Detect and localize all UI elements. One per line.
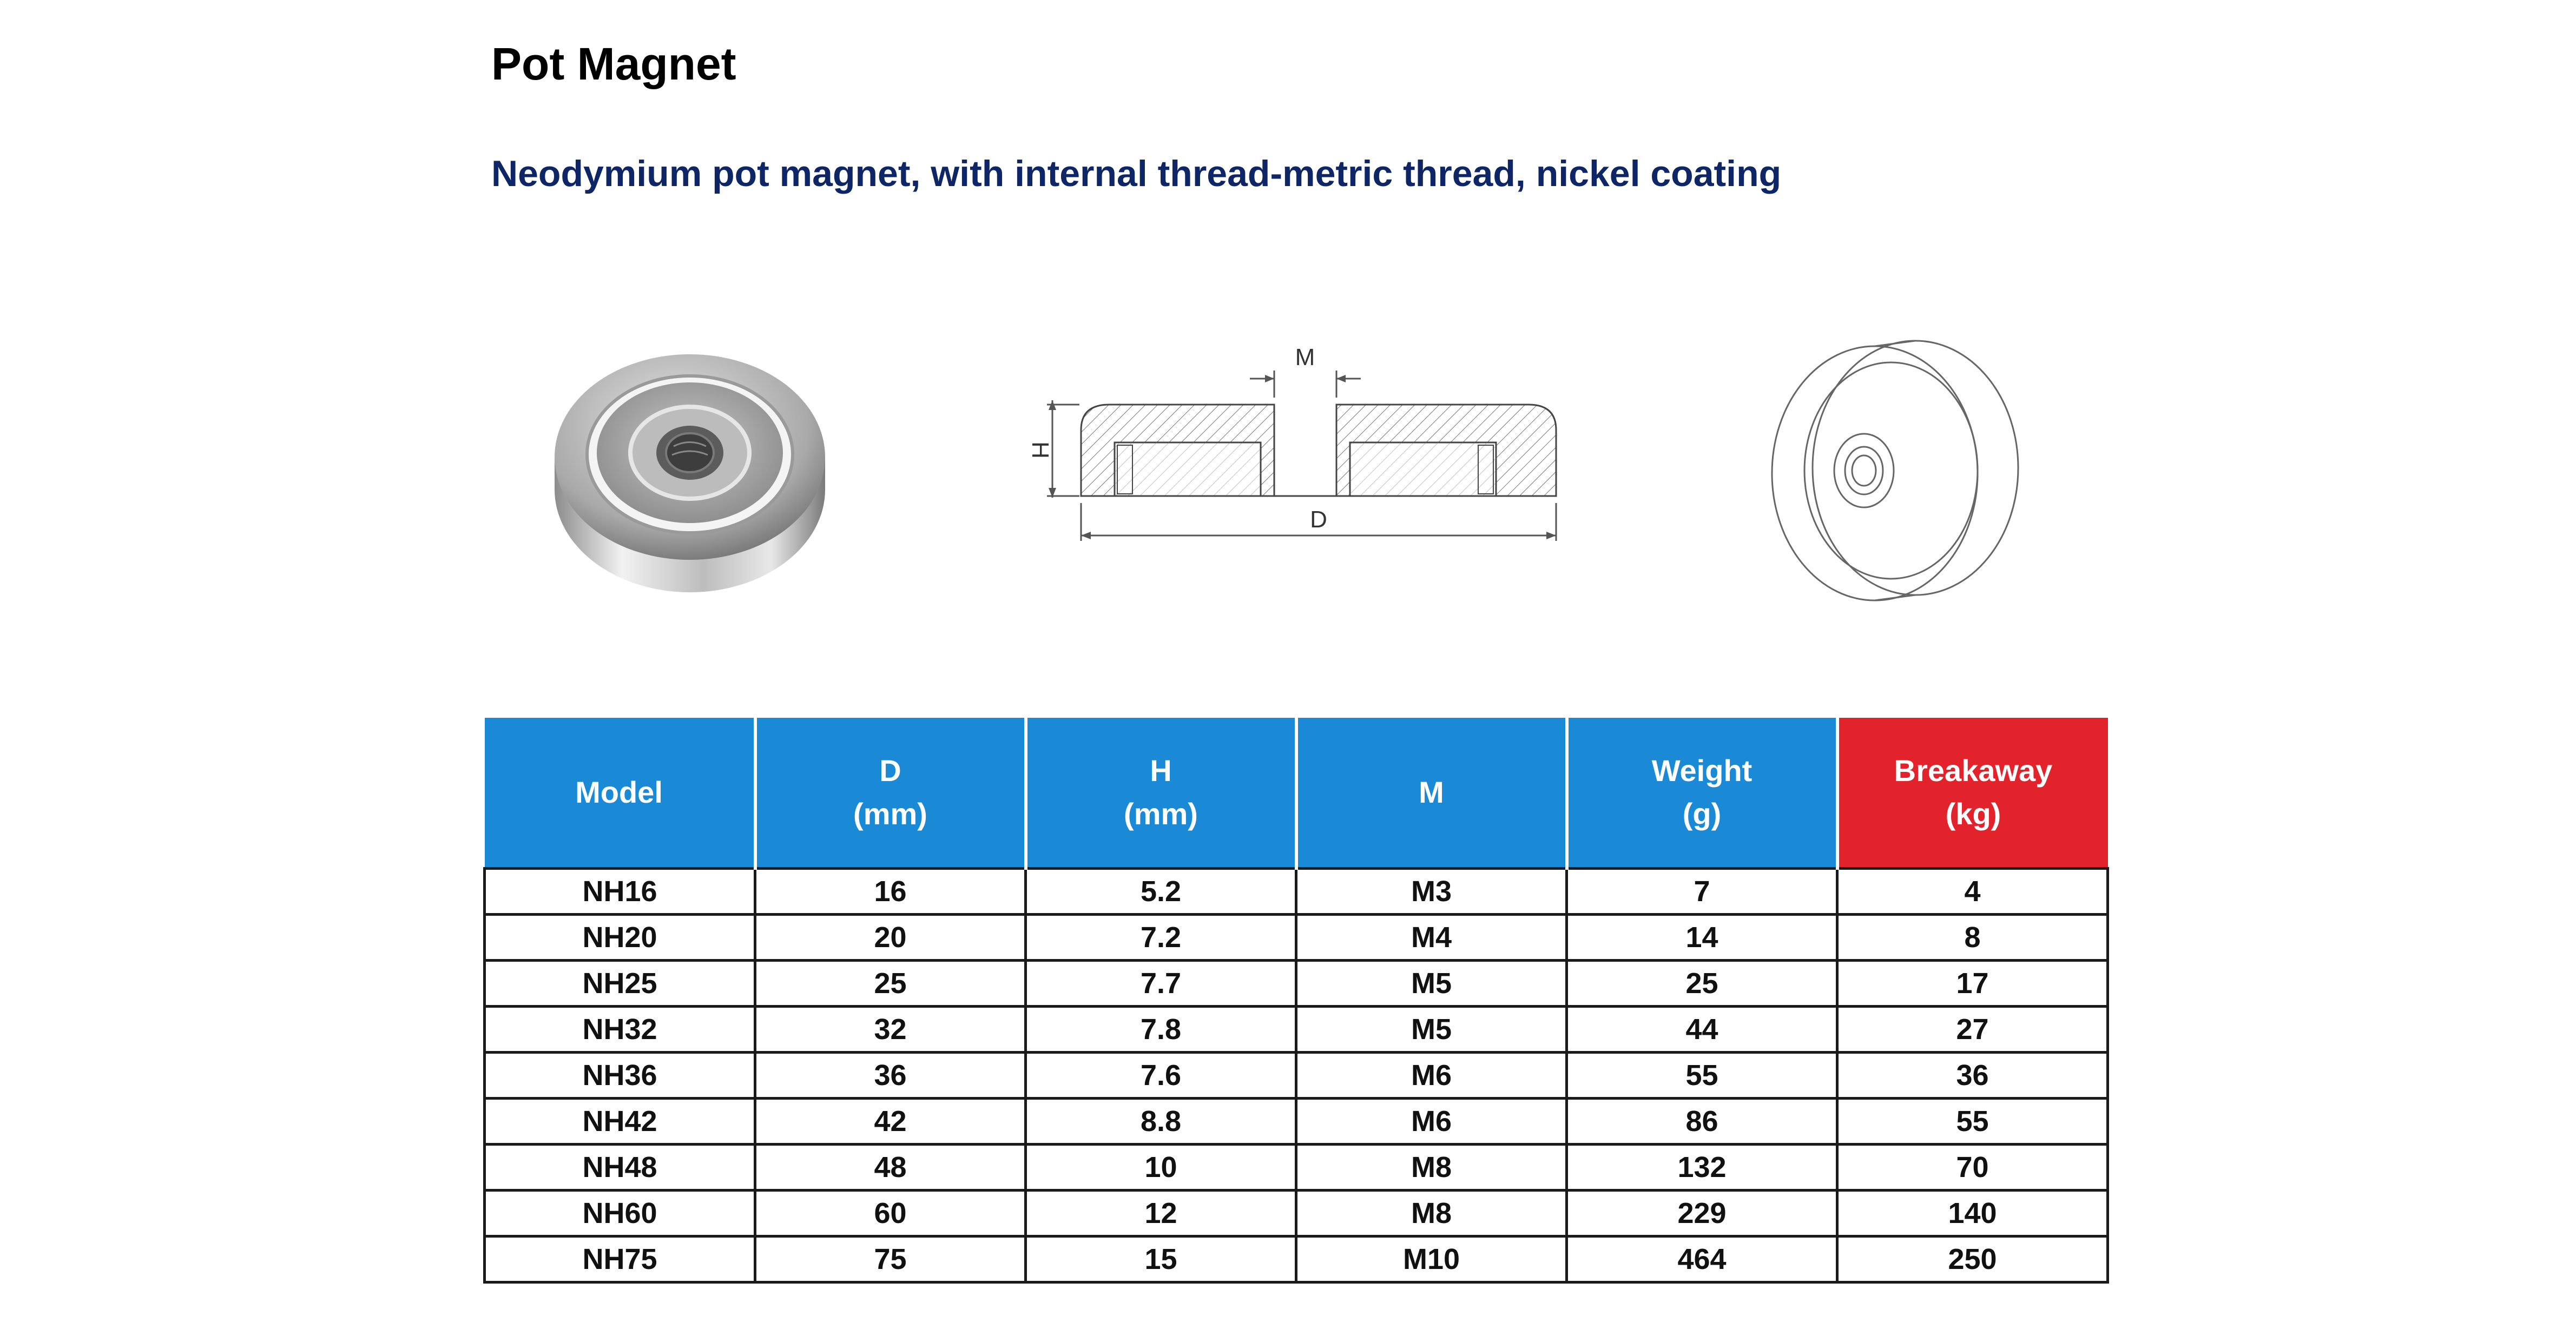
- column-header-weight: Weight (g): [1567, 718, 1837, 869]
- cell-weight: 25: [1567, 961, 1837, 1007]
- cell-model: NH75: [485, 1237, 755, 1282]
- table-row: [485, 1099, 2108, 1145]
- cell-weight: 86: [1567, 1099, 1837, 1145]
- table-row: [485, 1237, 2108, 1282]
- cell-model: NH20: [485, 915, 755, 961]
- cell-model: NH36: [485, 1053, 755, 1099]
- dim-label-m: M: [1295, 344, 1315, 371]
- table-row: [485, 1191, 2108, 1237]
- cell-m: M8: [1296, 1145, 1567, 1191]
- cell-weight: 44: [1567, 1007, 1837, 1053]
- dim-label-d: D: [1310, 506, 1327, 533]
- cell-model: NH25: [485, 961, 755, 1007]
- cell-m: M6: [1296, 1053, 1567, 1099]
- cell-breakaway: 140: [1837, 1191, 2108, 1237]
- isometric-drawing: [1758, 319, 2051, 611]
- table-row: [485, 869, 2108, 915]
- cross-section-drawing: [1001, 341, 1574, 568]
- cell-m: M5: [1296, 961, 1567, 1007]
- column-header-breakaway: Breakaway (kg): [1837, 718, 2108, 869]
- cell-breakaway: 36: [1837, 1053, 2108, 1099]
- cell-h: 7.2: [1026, 915, 1296, 961]
- cell-weight: 464: [1567, 1237, 1837, 1282]
- column-header-m: M: [1296, 718, 1567, 869]
- cell-model: NH42: [485, 1099, 755, 1145]
- cell-h: 10: [1026, 1145, 1296, 1191]
- cell-m: M10: [1296, 1237, 1567, 1282]
- cell-d: 20: [755, 915, 1026, 961]
- cell-weight: 55: [1567, 1053, 1837, 1099]
- cell-h: 5.2: [1026, 869, 1296, 915]
- cell-d: 25: [755, 961, 1026, 1007]
- cell-model: NH60: [485, 1191, 755, 1237]
- cell-model: NH16: [485, 869, 755, 915]
- cell-m: M3: [1296, 869, 1567, 915]
- cell-h: 15: [1026, 1237, 1296, 1282]
- table-row: [485, 1053, 2108, 1099]
- table-row: [485, 915, 2108, 961]
- cell-h: 12: [1026, 1191, 1296, 1237]
- cell-model: NH32: [485, 1007, 755, 1053]
- dim-label-h: H: [1027, 441, 1053, 459]
- cell-breakaway: 27: [1837, 1007, 2108, 1053]
- cell-breakaway: 250: [1837, 1237, 2108, 1282]
- table-row: [485, 961, 2108, 1007]
- cell-h: 8.8: [1026, 1099, 1296, 1145]
- cell-m: M6: [1296, 1099, 1567, 1145]
- cell-m: M4: [1296, 915, 1567, 961]
- table-header-row: [485, 718, 2108, 869]
- cell-d: 75: [755, 1237, 1026, 1282]
- cell-d: 48: [755, 1145, 1026, 1191]
- cell-breakaway: 17: [1837, 961, 2108, 1007]
- cell-d: 42: [755, 1099, 1026, 1145]
- page-subtitle: Neodymium pot magnet, with internal thread-metric thread, nickel coating: [491, 153, 1782, 194]
- cell-d: 60: [755, 1191, 1026, 1237]
- column-header-h: H (mm): [1026, 718, 1296, 869]
- cell-weight: 7: [1567, 869, 1837, 915]
- cell-d: 36: [755, 1053, 1026, 1099]
- page-title: Pot Magnet: [491, 38, 736, 89]
- cell-breakaway: 55: [1837, 1099, 2108, 1145]
- table-row: [485, 1145, 2108, 1191]
- cell-model: NH48: [485, 1145, 755, 1191]
- cell-breakaway: 8: [1837, 915, 2108, 961]
- specification-table: [483, 718, 2109, 1284]
- cell-m: M8: [1296, 1191, 1567, 1237]
- pot-magnet-photo: [546, 327, 833, 600]
- cell-weight: 229: [1567, 1191, 1837, 1237]
- cell-m: M5: [1296, 1007, 1567, 1053]
- cell-breakaway: 70: [1837, 1145, 2108, 1191]
- cell-breakaway: 4: [1837, 869, 2108, 915]
- column-header-model: Model: [485, 718, 755, 869]
- table-row: [485, 1007, 2108, 1053]
- cell-d: 16: [755, 869, 1026, 915]
- cell-h: 7.7: [1026, 961, 1296, 1007]
- cell-weight: 132: [1567, 1145, 1837, 1191]
- cell-h: 7.6: [1026, 1053, 1296, 1099]
- column-header-d: D (mm): [755, 718, 1026, 869]
- cell-d: 32: [755, 1007, 1026, 1053]
- cell-weight: 14: [1567, 915, 1837, 961]
- cell-h: 7.8: [1026, 1007, 1296, 1053]
